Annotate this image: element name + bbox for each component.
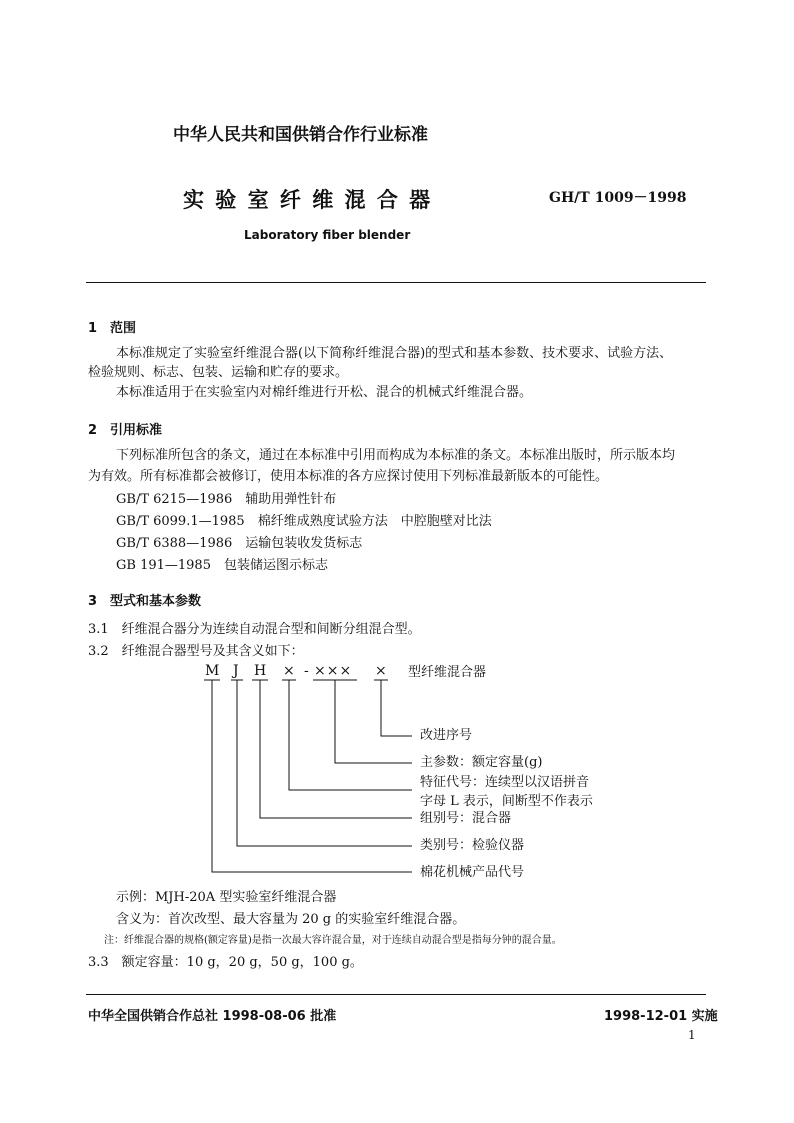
code-letter-h: H	[254, 663, 267, 679]
reference-item: GB/T 6388—1986 运输包装收发货标志	[116, 536, 363, 551]
section-3-heading: 3 型式和基本参数	[88, 594, 202, 609]
code-feature-placeholder: ×	[283, 663, 295, 679]
leader-feature	[289, 680, 412, 790]
label-revision-number: 改进序号	[420, 728, 473, 743]
section-1-paragraph-line: 本标准规定了实验室纤维混合器(以下简称纤维混合器)的型式和基本参数、技术要求、试验方法、	[116, 346, 673, 361]
label-group-number: 组别号：混合器	[420, 811, 512, 826]
clause-3-3: 3.3 额定容量：10 g，20 g，50 g，100 g。	[88, 955, 363, 970]
code-type-label: 型纤维混合器	[408, 665, 487, 680]
label-product-code: 棉花机械产品代号	[420, 865, 525, 880]
org-title: 中华人民共和国供销合作行业标准	[173, 125, 428, 145]
doc-title: 实 验 室 纤 维 混 合 器	[183, 188, 433, 212]
code-dash: -	[304, 663, 309, 679]
section-1-paragraph: 本标准适用于在实验室内对棉纤维进行开松、混合的机械式纤维混合器。	[116, 385, 533, 400]
label-feature-code: 特征代号：连续型以汉语拼音	[420, 775, 590, 790]
leader-product	[212, 680, 412, 872]
reference-item: GB/T 6215—1986 辅助用弹性针布	[116, 492, 337, 507]
section-2-heading: 2 引用标准	[88, 423, 163, 438]
clause-3-1: 3.1 纤维混合器分为连续自动混合型和间断分组混合型。	[88, 622, 421, 637]
label-feature-code-continued: 字母 L 表示，间断型不作表示	[420, 794, 593, 809]
doc-code: GH/T 1009－1998	[549, 190, 687, 206]
leader-group	[260, 680, 412, 818]
footer-divider	[86, 994, 706, 995]
code-revision-placeholder: ×	[375, 663, 387, 679]
example-line: 示例：MJH-20A 型实验室纤维混合器	[116, 890, 337, 905]
section-2-paragraph-line: 为有效。所有标准都会被修订，使用本标准的各方应探讨使用下列标准最新版本的可能性。	[88, 469, 609, 484]
reference-item: GB 191—1985 包装储运图示标志	[116, 558, 328, 573]
leader-main-param	[335, 680, 412, 763]
page-number: 1	[688, 1028, 696, 1042]
code-param-placeholder: ×××	[314, 663, 353, 679]
note-line: 注：纤维混合器的规格(额定容量)是指一次最大容许混合量，对于连续自动混合型是指每分钟的混合量。	[104, 935, 562, 946]
section-1-paragraph-line: 检验规则、标志、包装、运输和贮存的要求。	[88, 365, 349, 380]
section-2-paragraph-line: 下列标准所包含的条文，通过在本标准中引用而构成为本标准的条文。本标准出版时，所示版本均	[116, 448, 676, 463]
leader-revision	[381, 680, 412, 736]
effective-date: 1998-12-01 实施	[604, 1009, 718, 1024]
code-letter-j: J	[233, 663, 239, 679]
meaning-line: 含义为：首次改型、最大容量为 20 g 的实验室纤维混合器。	[116, 912, 466, 927]
label-category-number: 类别号：检验仪器	[420, 838, 525, 853]
approval-line: 中华全国供销合作总社 1998-08-06 批准	[88, 1009, 337, 1024]
code-letter-m: M	[205, 663, 220, 679]
label-main-parameter: 主参数：额定容量(g)	[420, 755, 543, 770]
section-1-heading: 1 范围	[88, 321, 137, 336]
reference-item: GB/T 6099.1—1985 棉纤维成熟度试验方法 中腔胞壁对比法	[116, 514, 492, 529]
clause-3-2: 3.2 纤维混合器型号及其含义如下：	[88, 644, 304, 659]
doc-title-english: Laboratory fiber blender	[244, 228, 411, 242]
